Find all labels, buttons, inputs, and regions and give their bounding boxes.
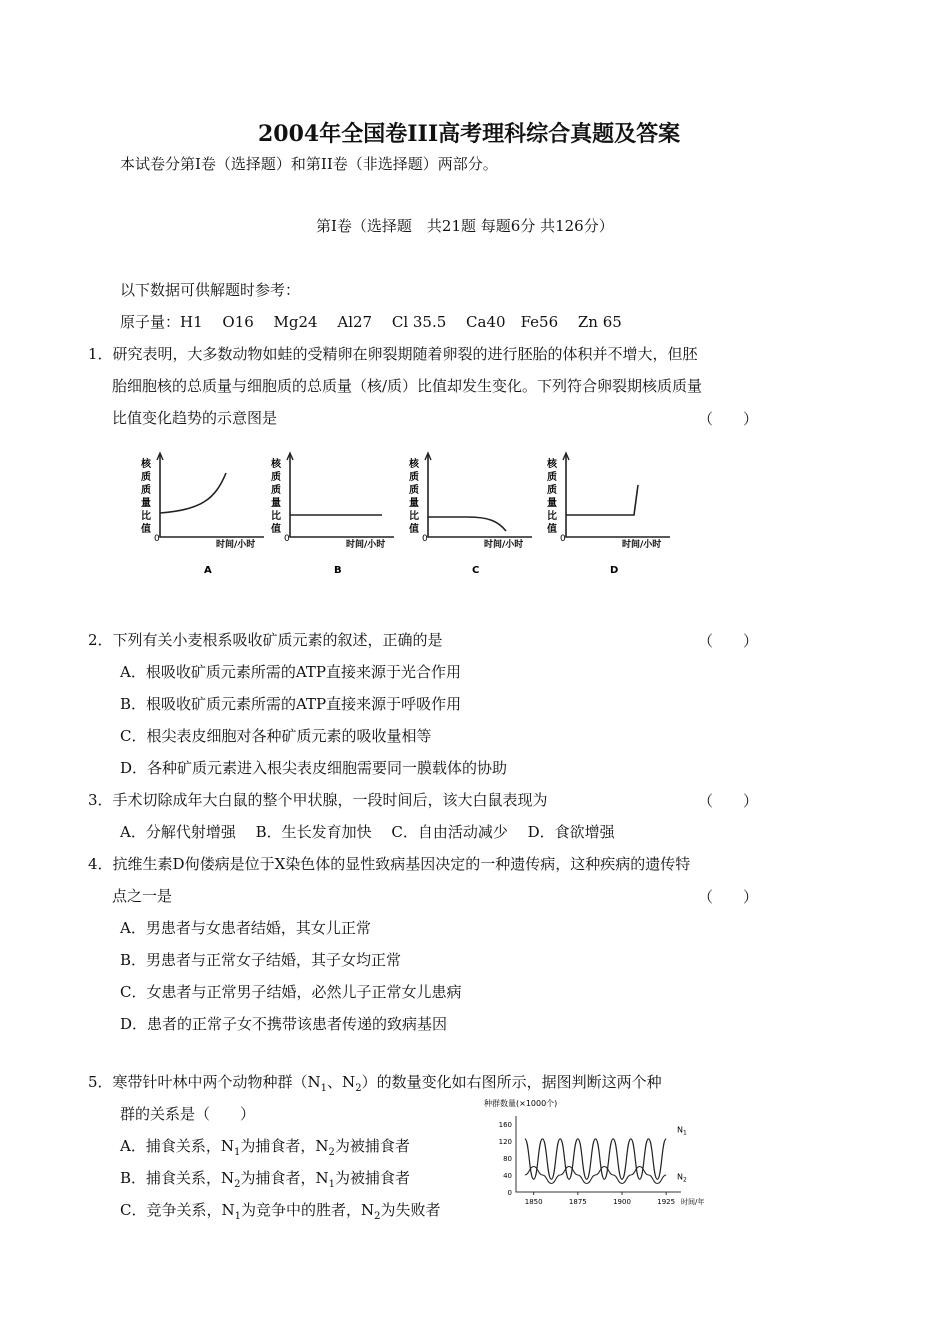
graph-caption: D bbox=[610, 565, 619, 576]
q3-answer-paren: （ ） bbox=[698, 792, 759, 810]
graph-ylabel-char: 量 bbox=[271, 498, 281, 509]
graph-ylabel-char: 核 bbox=[409, 459, 419, 470]
graph-ylabel-char: 值 bbox=[141, 524, 151, 535]
graph-ylabel-char: 值 bbox=[547, 524, 557, 535]
graph-curve bbox=[566, 485, 638, 515]
q5-option-a: A．捕食关系，$N_1$为捕食者，$N_2$为被捕食者 bbox=[120, 1137, 410, 1158]
y-tick-label: 80 bbox=[503, 1155, 512, 1163]
graph-caption: A bbox=[204, 565, 212, 576]
graph-xlabel: 时间/小时 bbox=[346, 540, 386, 550]
graph-xlabel: 时间/小时 bbox=[622, 540, 662, 550]
graph-ylabel-char: 质 bbox=[141, 485, 151, 496]
chart-xlabel: 时间/年 bbox=[681, 1198, 705, 1206]
y-tick-label: 120 bbox=[498, 1138, 512, 1146]
q5-line-2: 群的关系是（ ） bbox=[120, 1105, 256, 1123]
graph-xlabel: 时间/小时 bbox=[216, 540, 256, 550]
graph-ylabel-char: 比 bbox=[271, 511, 281, 522]
q5-option-b: B．捕食关系，$N_2$为捕食者，$N_1$为被捕食者 bbox=[120, 1169, 411, 1190]
q1-line-2: 胎细胞核的总质量与细胞质的总质量（核/质）比值却发生变化。下列符合卵裂期核质质量 bbox=[112, 377, 703, 395]
q4-answer-paren: （ ） bbox=[698, 888, 759, 906]
graph-origin: 0 bbox=[154, 534, 160, 544]
graph-ylabel-char: 质 bbox=[547, 472, 557, 483]
graph-ylabel-char: 量 bbox=[547, 498, 557, 509]
q2-option-c: C．根尖表皮细胞对各种矿质元素的吸收量相等 bbox=[120, 727, 432, 745]
x-tick-label: 1850 bbox=[524, 1198, 543, 1206]
q5-line-1: 5．寒带针叶林中两个动物种群（$N_1$、$N_2$）的数量变化如右图所示，据图判断这两个种 bbox=[88, 1073, 662, 1094]
graph-ylabel-char: 核 bbox=[271, 459, 281, 470]
q1-graph-D bbox=[546, 453, 670, 576]
graph-axes bbox=[290, 455, 394, 537]
graph-ylabel-char: 核 bbox=[547, 459, 557, 470]
graph-axes bbox=[428, 455, 532, 537]
q1-line-1: 1．研究表明，大多数动物如蛙的受精卵在卵裂期随着卵裂的进行胚胎的体积并不增大，但胚 bbox=[88, 345, 698, 363]
graph-ylabel-char: 量 bbox=[141, 498, 151, 509]
graph-ylabel-char: 量 bbox=[409, 498, 419, 509]
y-tick-label: 40 bbox=[503, 1172, 512, 1180]
y-tick-label: 160 bbox=[498, 1121, 512, 1129]
graph-curve bbox=[160, 473, 226, 513]
graph-axes bbox=[566, 455, 670, 537]
q4-option-c: C．女患者与正常男子结婚，必然儿子正常女儿患病 bbox=[120, 983, 462, 1001]
graph-origin: 0 bbox=[560, 534, 566, 544]
q2-option-d: D．各种矿质元素进入根尖表皮细胞需要同一膜载体的协助 bbox=[120, 759, 508, 777]
q5-option-c: C．竞争关系，$N_1$为竞争中的胜者，$N_2$为失败者 bbox=[120, 1201, 441, 1222]
graph-ylabel-char: 比 bbox=[409, 511, 419, 522]
q1-graph-A bbox=[140, 453, 264, 576]
q2-stem: 2．下列有关小麦根系吸收矿质元素的叙述，正确的是 bbox=[88, 631, 443, 649]
graph-origin: 0 bbox=[284, 534, 290, 544]
atomic-mass-line: 原子量：H1 O16 Mg24 Al27 Cl 35.5 Ca40 Fe56 Zn 65 bbox=[120, 313, 622, 331]
x-tick-label: 1900 bbox=[613, 1198, 631, 1206]
graph-ylabel-char: 质 bbox=[271, 485, 281, 496]
graph-xlabel: 时间/小时 bbox=[484, 540, 524, 550]
series-line-N1 bbox=[525, 1139, 666, 1179]
page-title: 2004年全国卷III高考理科综合真题及答案 bbox=[258, 121, 681, 147]
q1-graphs bbox=[130, 445, 690, 580]
graph-ylabel-char: 质 bbox=[547, 485, 557, 496]
chart-axes bbox=[516, 1116, 681, 1192]
y-tick-label: 0 bbox=[507, 1189, 512, 1197]
graph-caption: C bbox=[472, 565, 480, 576]
q1-graph-B bbox=[270, 453, 394, 576]
q1-answer-paren: （ ） bbox=[698, 410, 759, 428]
q2-option-a: A．根吸收矿质元素所需的ATP直接来源于光合作用 bbox=[120, 663, 461, 681]
series-line-N2 bbox=[525, 1167, 666, 1184]
population-chart bbox=[480, 1096, 730, 1216]
chart-ylabel: 种群数量(×1000个) bbox=[484, 1099, 558, 1108]
graph-ylabel-char: 质 bbox=[409, 485, 419, 496]
q3-stem: 3．手术切除成年大白鼠的整个甲状腺，一段时间后，该大白鼠表现为 bbox=[88, 791, 548, 809]
graph-ylabel-char: 质 bbox=[409, 472, 419, 483]
q1-graph-C bbox=[408, 453, 532, 576]
graph-curve bbox=[428, 517, 506, 531]
q1-line-3: 比值变化趋势的示意图是 bbox=[112, 409, 278, 427]
section-heading: 第I卷（选择题 共21题 每题6分 共126分） bbox=[316, 217, 614, 235]
q2-answer-paren: （ ） bbox=[698, 632, 759, 650]
x-tick-label: 1925 bbox=[657, 1198, 676, 1206]
q4-option-a: A．男患者与女患者结婚，其女儿正常 bbox=[120, 919, 371, 937]
graph-caption: B bbox=[334, 565, 342, 576]
series-label-N1: $N_1$ bbox=[677, 1125, 687, 1137]
graph-ylabel-char: 比 bbox=[547, 511, 557, 522]
q4-option-b: B．男患者与正常女子结婚，其子女均正常 bbox=[120, 951, 402, 969]
series-label-N2: $N_2$ bbox=[677, 1172, 687, 1184]
graph-ylabel-char: 值 bbox=[271, 524, 281, 535]
graph-ylabel-char: 质 bbox=[141, 472, 151, 483]
reference-note: 以下数据可供解题时参考： bbox=[120, 281, 301, 299]
graph-ylabel-char: 质 bbox=[271, 472, 281, 483]
graph-ylabel-char: 核 bbox=[141, 459, 151, 470]
graph-ylabel-char: 比 bbox=[141, 511, 151, 522]
x-tick-label: 1875 bbox=[568, 1198, 587, 1206]
graph-ylabel-char: 值 bbox=[409, 524, 419, 535]
q4-line-1: 4．抗维生素D佝偻病是位于X染色体的显性致病基因决定的一种遗传病，这种疾病的遗传特 bbox=[88, 855, 691, 873]
graph-origin: 0 bbox=[422, 534, 428, 544]
q4-option-d: D．患者的正常子女不携带该患者传递的致病基因 bbox=[120, 1015, 448, 1033]
intro-text: 本试卷分第I卷（选择题）和第II卷（非选择题）两部分。 bbox=[120, 155, 498, 173]
q3-options: A．分解代射增强 B．生长发育加快 C．自由活动减少 D．食欲增强 bbox=[120, 823, 615, 841]
q4-line-2: 点之一是 bbox=[112, 887, 173, 905]
q2-option-b: B．根吸收矿质元素所需的ATP直接来源于呼吸作用 bbox=[120, 695, 462, 713]
